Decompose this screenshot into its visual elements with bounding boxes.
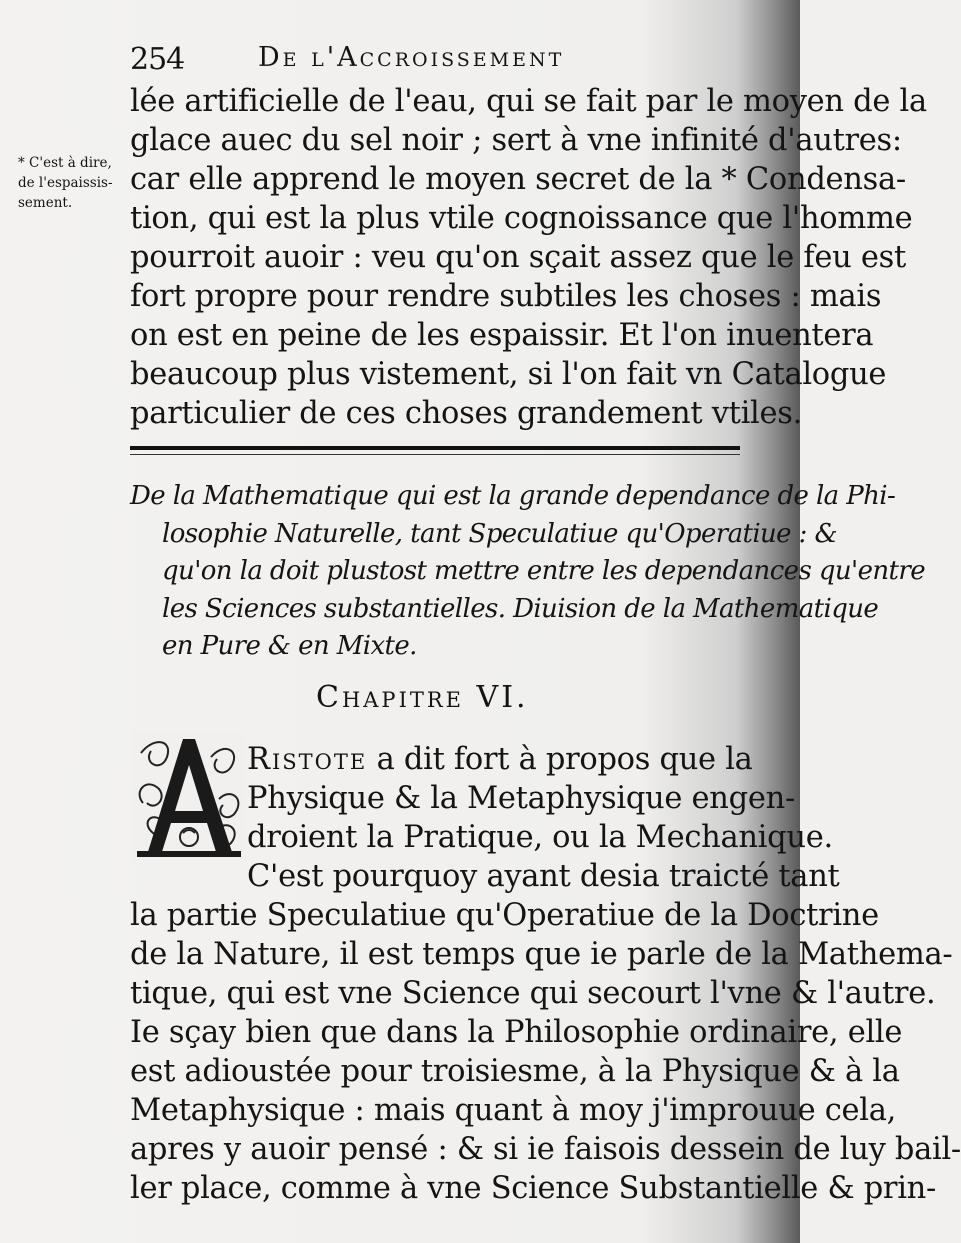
text-line: beaucoup plus vistement, si l'on fait vn Catalogue: [130, 357, 887, 392]
text-line: tique, qui est vne Science qui secourt l'vne & l'autre.: [130, 976, 936, 1011]
section-rule-thick: [130, 446, 740, 450]
section-rule-thin: [130, 454, 740, 455]
summary-line: en Pure & en Mixte.: [162, 631, 417, 661]
text-line: lée artificielle de l'eau, qui se fait par le moyen de la: [130, 84, 927, 119]
chapter-first-word: Ristote: [247, 742, 368, 777]
summary-line: losophie Naturelle, tant Speculatiue qu'Operatiue : &: [162, 518, 837, 549]
text-line: car elle apprend le moyen secret de la * Condensa-: [130, 162, 906, 197]
chapter-body: [130, 740, 961, 1208]
margin-note-line: * C'est à dire,: [18, 155, 112, 171]
summary-line: De la Mathematique qui est la grande dependance de la Phi-: [130, 481, 896, 511]
page-header: [130, 40, 750, 80]
running-title: De l'Accroissement: [258, 42, 565, 73]
chapter-title: Chapitre VI.: [316, 680, 529, 715]
text-line: C'est pourquoy ayant desia traicté tant: [247, 859, 840, 894]
text-line: pourroit auoir : veu qu'on sçait assez que le feu est: [130, 240, 906, 275]
text-line-rest: a dit fort à propos que la: [367, 742, 753, 777]
chapter-summary: [130, 478, 925, 666]
text-line: la partie Speculatiue qu'Operatiue de la Doctrine: [130, 898, 879, 933]
summary-line: qu'on la doit plustost mettre entre les dependances qu'entre: [162, 556, 925, 586]
text-line: droient la Pratique, ou la Mechanique.: [247, 820, 833, 855]
text-line: particulier de ces choses grandement vtiles.: [130, 396, 803, 431]
text-line: [247, 740, 753, 779]
text-line: glace auec du sel noir ; sert à vne infinité d'autres:: [130, 123, 902, 158]
text-line: ler place, comme à vne Science Substantielle & prin-: [130, 1171, 937, 1206]
summary-line: les Sciences substantielles. Diuision de la Mathematique: [162, 593, 879, 624]
top-paragraph: [130, 82, 927, 433]
page-number: 254: [130, 42, 185, 77]
text-line: Metaphysique : mais quant à moy j'improuue cela,: [130, 1093, 897, 1128]
text-line: fort propre pour rendre subtiles les choses : mais: [130, 279, 882, 314]
margin-note-line: de l'espaissis-: [18, 175, 113, 191]
text-line: on est en peine de les espaissir. Et l'on inuentera: [130, 318, 874, 353]
text-line: Ie sçay bien que dans la Philosophie ordinaire, elle: [130, 1015, 903, 1050]
text-line: tion, qui est la plus vtile cognoissance que l'homme: [130, 201, 913, 236]
text-line: de la Nature, il est temps que ie parle de la Mathema-: [130, 937, 953, 972]
margin-note: [18, 153, 128, 213]
margin-note-line: sement.: [18, 195, 73, 211]
text-line: Physique & la Metaphysique engen-: [247, 781, 795, 816]
text-line: est adioustée pour troisiesme, à la Physique & à la: [130, 1054, 900, 1089]
text-line: apres y auoir pensé : & si ie faisois dessein de luy bail-: [130, 1132, 961, 1167]
